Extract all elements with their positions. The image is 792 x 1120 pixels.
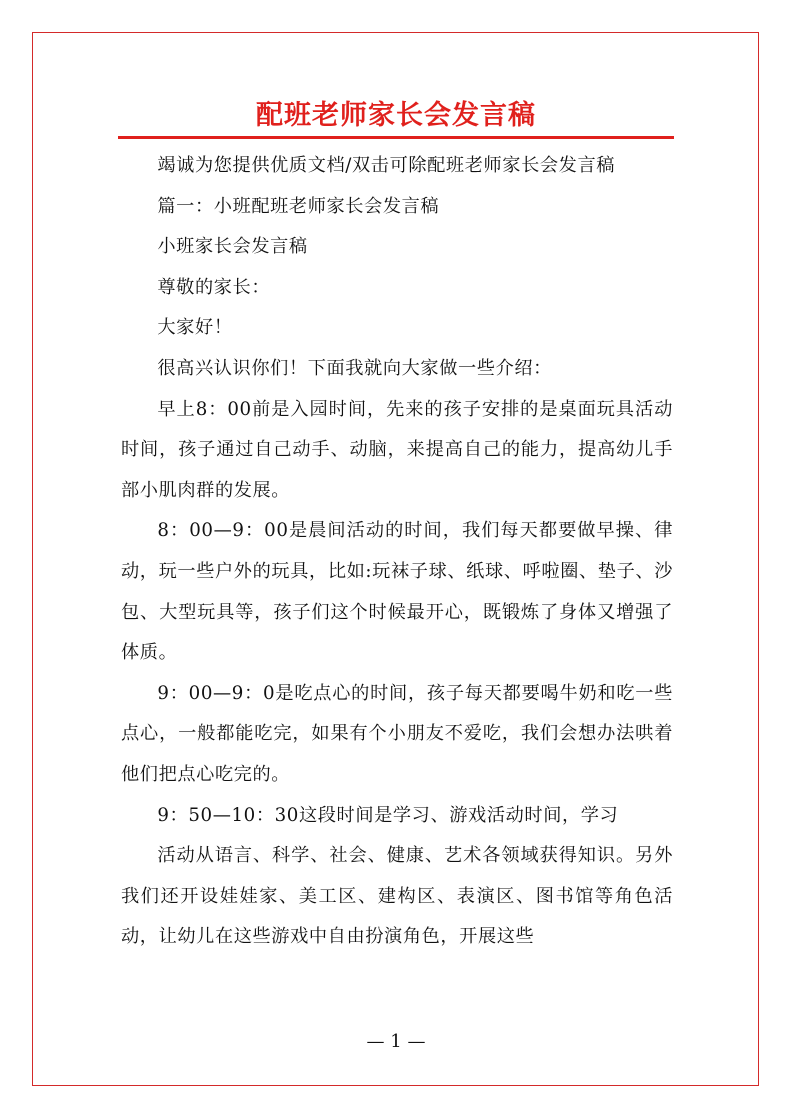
paragraph-greeting: 大家好！ <box>157 317 233 339</box>
document-body <box>121 146 673 958</box>
paragraph-subtitle: 小班家长会发言稿 <box>157 236 308 258</box>
paragraph-arrival-time: 早上8：00前是入园时间，先来的孩子安排的是桌面玩具活动时间，孩子通过自己动手、动脑，来提高自己的能力，提高幼儿手部小肌肉群的发展。 <box>121 398 673 501</box>
paragraph-introduction: 很高兴认识你们！下面我就向大家做一些介绍： <box>157 357 552 379</box>
paragraph-salutation: 尊敬的家长： <box>157 276 271 298</box>
paragraph-snack-time: 9：00—9：0是吃点心的时间，孩子每天都要喝牛奶和吃一些点心，一般都能吃完，如果有个小朋友不爱吃，我们会想办法哄着他们把点心吃完的。 <box>121 682 673 785</box>
paragraph-learning-activities: 活动从语言、科学、社会、健康、艺术各领域获得知识。另外我们还开设娃娃家、美工区、建构区、表演区、图书馆等角色活动，让幼儿在这些游戏中自由扮演角色，开展这些 <box>121 845 673 948</box>
page-number: — 1 — <box>366 1031 426 1052</box>
title-underline <box>118 136 674 139</box>
document-title: 配班老师家长会发言稿 <box>256 100 536 131</box>
paragraph-morning-activity: 8：00—9：00是晨间活动的时间，我们每天都要做早操、律动，玩一些户外的玩具，比如:玩袜子球、纸球、呼啦圈、垫子、沙包、大型玩具等，孩子们这个时候最开心，既锻炼了身体又增强了体质。 <box>121 520 673 664</box>
paragraph-intro: 竭诚为您提供优质文档/双击可除配班老师家长会发言稿 <box>157 155 616 176</box>
paragraph-learning-time: 9：50—10：30这段时间是学习、游戏活动时间，学习 <box>157 804 619 826</box>
paragraph-section-heading: 篇一：小班配班老师家长会发言稿 <box>157 195 440 217</box>
